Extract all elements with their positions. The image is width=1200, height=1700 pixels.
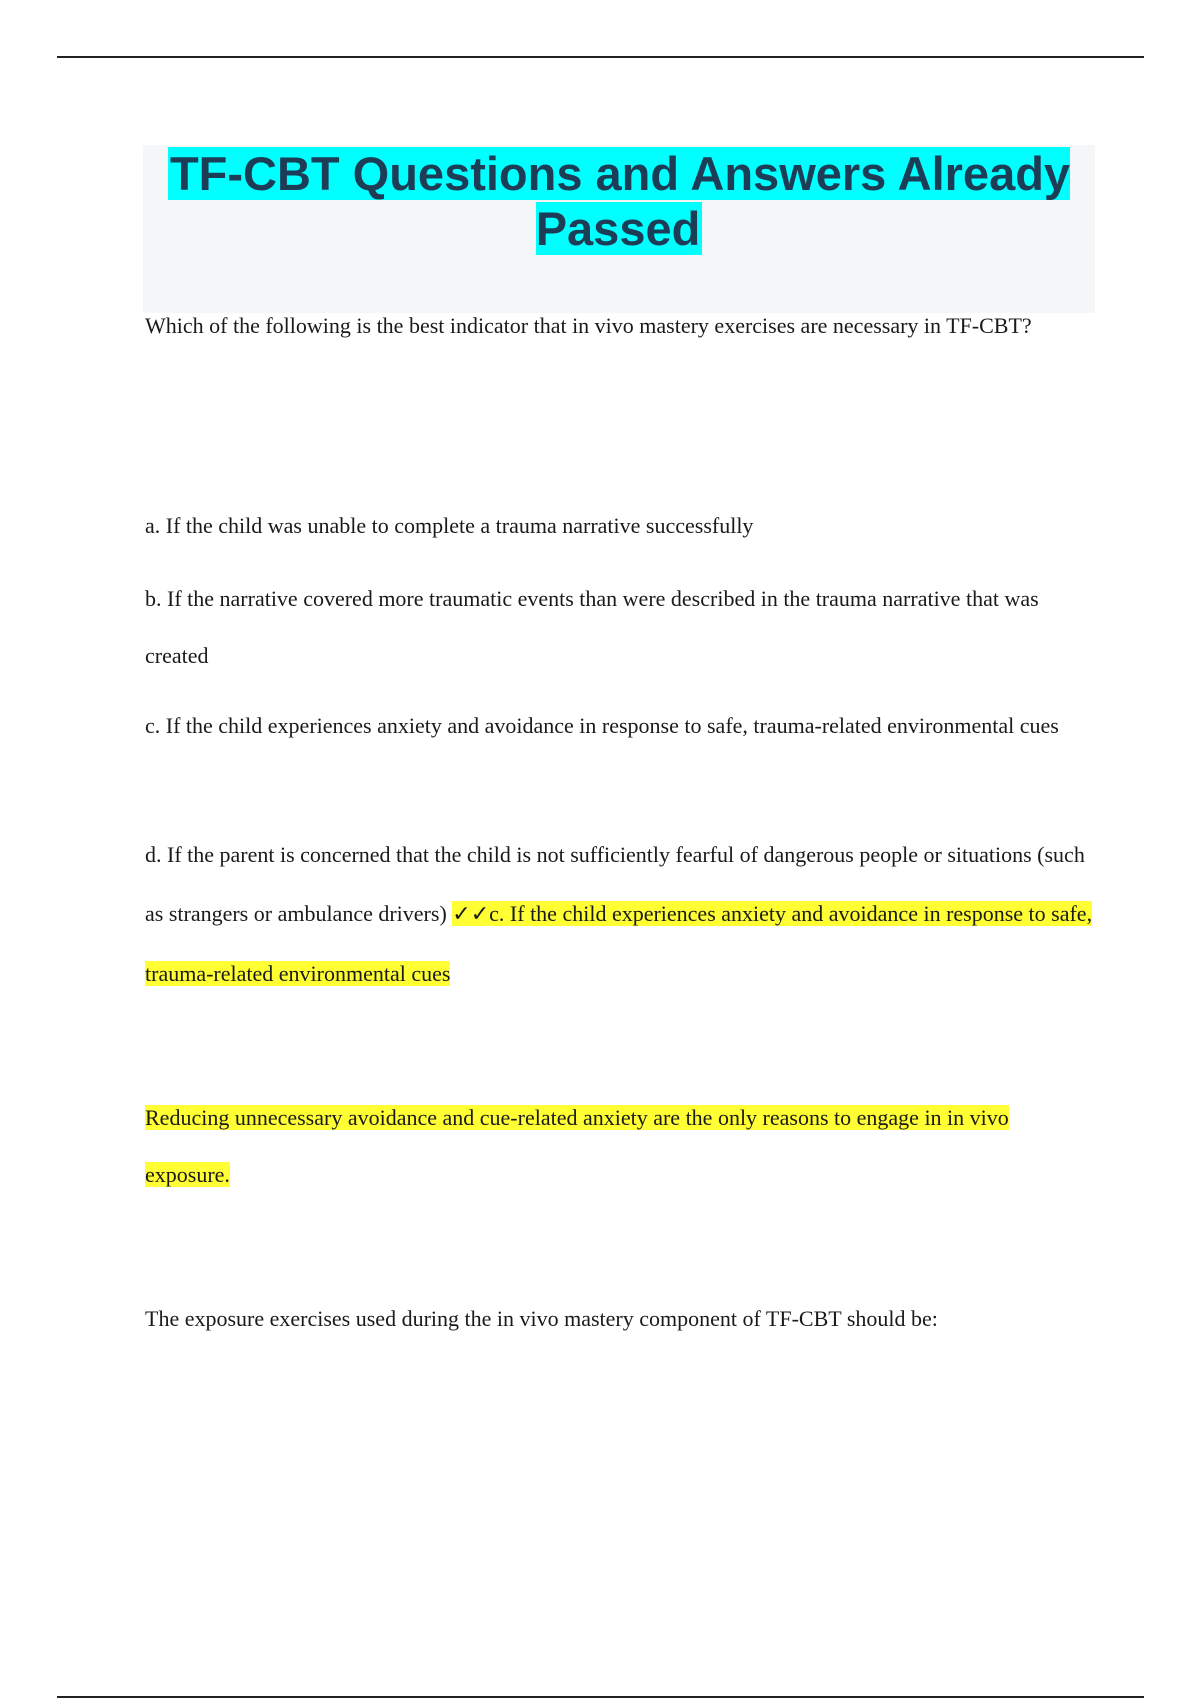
question-2-prompt: The exposure exercises used during the in vivo mastery component of TF-CBT should be: (145, 1306, 938, 1331)
footer-rule (57, 1696, 1144, 1698)
question-1-rationale (145, 1089, 1085, 1203)
document-title-highlight: TF-CBT Questions and Answers Already Passed (169, 147, 1071, 255)
question-1-option-b: b. If the narrative covered more traumatic events than were described in the trauma narrative that was created (145, 586, 1039, 668)
question-1-option-c: c. If the child experiences anxiety and avoidance in response to safe, trauma-related environmental cues (145, 713, 1059, 738)
double-check-icon: ✓✓ (452, 902, 490, 927)
title-block (143, 145, 1095, 313)
question-1-option-a: a. If the child was unable to complete a trauma narrative successfully (145, 513, 754, 538)
question-1-prompt: Which of the following is the best indicator that in vivo mastery exercises are necessary in TF-CBT? (145, 313, 1032, 338)
document-title (143, 145, 1095, 256)
question-1-answer: c. If the child experiences anxiety and avoidance in response to safe, trauma-related environmental cues (145, 901, 1093, 986)
header-rule (57, 56, 1144, 58)
question-1-option-d-with-answer (145, 825, 1095, 1003)
rationale-highlight: Reducing unnecessary avoidance and cue-related anxiety are the only reasons to engage in in vivo exposure. (145, 1105, 1009, 1187)
question-1-option-d: d. If the parent is concerned that the child is not sufficiently fearful of dangerous people or situations (such as strangers or ambulance drivers) (145, 842, 1085, 926)
